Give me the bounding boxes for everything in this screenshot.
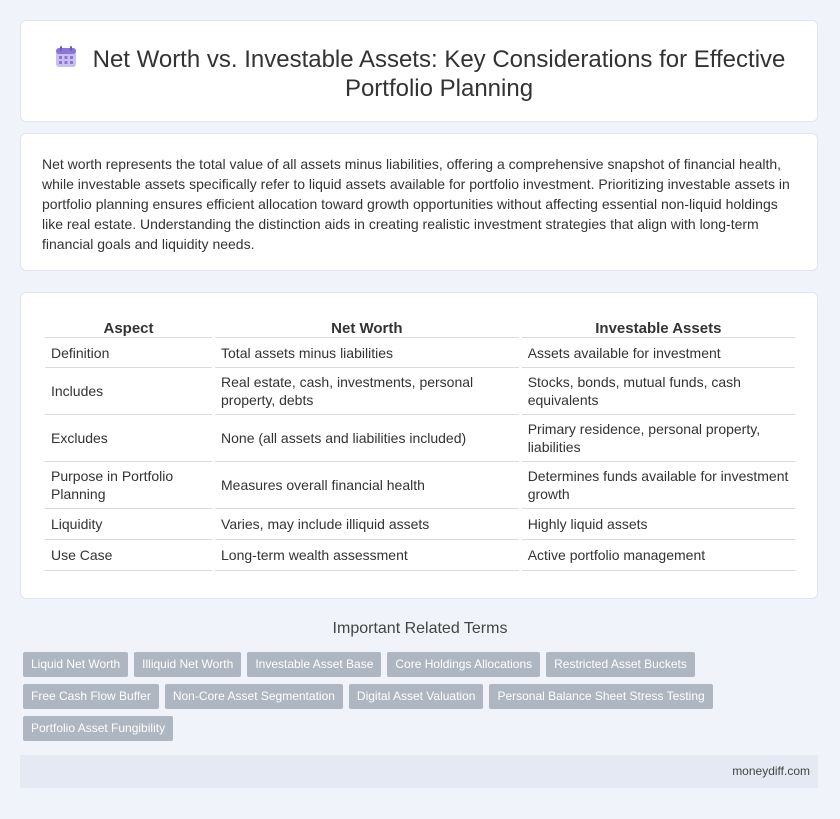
table-cell: Active portfolio management: [522, 540, 795, 571]
table-cell: Assets available for investment: [522, 338, 795, 368]
table-cell: Stocks, bonds, mutual funds, cash equivalents: [522, 368, 795, 415]
intro-card: [20, 133, 818, 271]
comparison-table-card: [20, 292, 818, 599]
column-header-investable-assets: Investable Assets: [522, 313, 795, 338]
table-row: [45, 368, 795, 415]
table-cell: Purpose in Portfolio Planning: [45, 462, 212, 509]
table-cell: Liquidity: [45, 509, 212, 540]
tag-digital-asset-valuation[interactable]: Digital Asset Valuation: [349, 684, 484, 709]
table-cell: Includes: [45, 368, 212, 415]
intro-text: Net worth represents the total value of all assets minus liabilities, offering a comprehensive snapshot of financial health, while investable assets specifically refer to liquid assets available for portfolio investment. Prioritizing investable assets in portfolio planning ensures efficient allocation toward growth opportunities without affecting essential non-liquid holdings like real estate. Understanding the distinction aids in creating realistic investment strategies that align with long-term financial goals and liquidity needs.: [42, 156, 790, 252]
tag-restricted-asset-buckets[interactable]: Restricted Asset Buckets: [546, 652, 695, 677]
table-cell: Measures overall financial health: [215, 462, 519, 509]
tag-portfolio-asset-fungibility[interactable]: Portfolio Asset Fungibility: [23, 716, 173, 741]
footer-site-name: moneydiff.com: [732, 764, 810, 778]
page-title: Net Worth vs. Investable Assets: Key Considerations for Effective Portfolio Planning: [92, 46, 786, 102]
table-row: [45, 462, 795, 509]
tag-illiquid-net-worth[interactable]: Illiquid Net Worth: [134, 652, 241, 677]
table-row: [45, 509, 795, 540]
header-card: [20, 20, 818, 122]
footer: [20, 755, 818, 788]
table-cell: Definition: [45, 338, 212, 368]
table-cell: Varies, may include illiquid assets: [215, 509, 519, 540]
table-cell: Real estate, cash, investments, personal property, debts: [215, 368, 519, 415]
tag-liquid-net-worth[interactable]: Liquid Net Worth: [23, 652, 128, 677]
table-cell: Long-term wealth assessment: [215, 540, 519, 571]
table-row: [45, 338, 795, 368]
table-cell: Excludes: [45, 415, 212, 462]
table-cell: Primary residence, personal property, liabilities: [522, 415, 795, 462]
table-row: [45, 540, 795, 571]
related-terms-tags: [23, 652, 743, 748]
tag-investable-asset-base[interactable]: Investable Asset Base: [247, 652, 381, 677]
table-cell: Total assets minus liabilities: [215, 338, 519, 368]
table-cell: None (all assets and liabilities included): [215, 415, 519, 462]
table-row: [45, 415, 795, 462]
table-cell: Highly liquid assets: [522, 509, 795, 540]
tag-non-core-asset-segmentation[interactable]: Non-Core Asset Segmentation: [165, 684, 343, 709]
related-terms-title: Important Related Terms: [332, 620, 508, 637]
table-cell: Determines funds available for investment growth: [522, 462, 795, 509]
tag-personal-balance-sheet-stress-testing[interactable]: Personal Balance Sheet Stress Testing: [489, 684, 712, 709]
comparison-table: [42, 313, 798, 571]
column-header-aspect: Aspect: [45, 313, 212, 338]
table-header-row: [45, 313, 795, 338]
column-header-net-worth: Net Worth: [215, 313, 519, 338]
tag-free-cash-flow-buffer[interactable]: Free Cash Flow Buffer: [23, 684, 159, 709]
calendar-icon: [54, 45, 78, 69]
table-cell: Use Case: [45, 540, 212, 571]
tag-core-holdings-allocations[interactable]: Core Holdings Allocations: [387, 652, 540, 677]
